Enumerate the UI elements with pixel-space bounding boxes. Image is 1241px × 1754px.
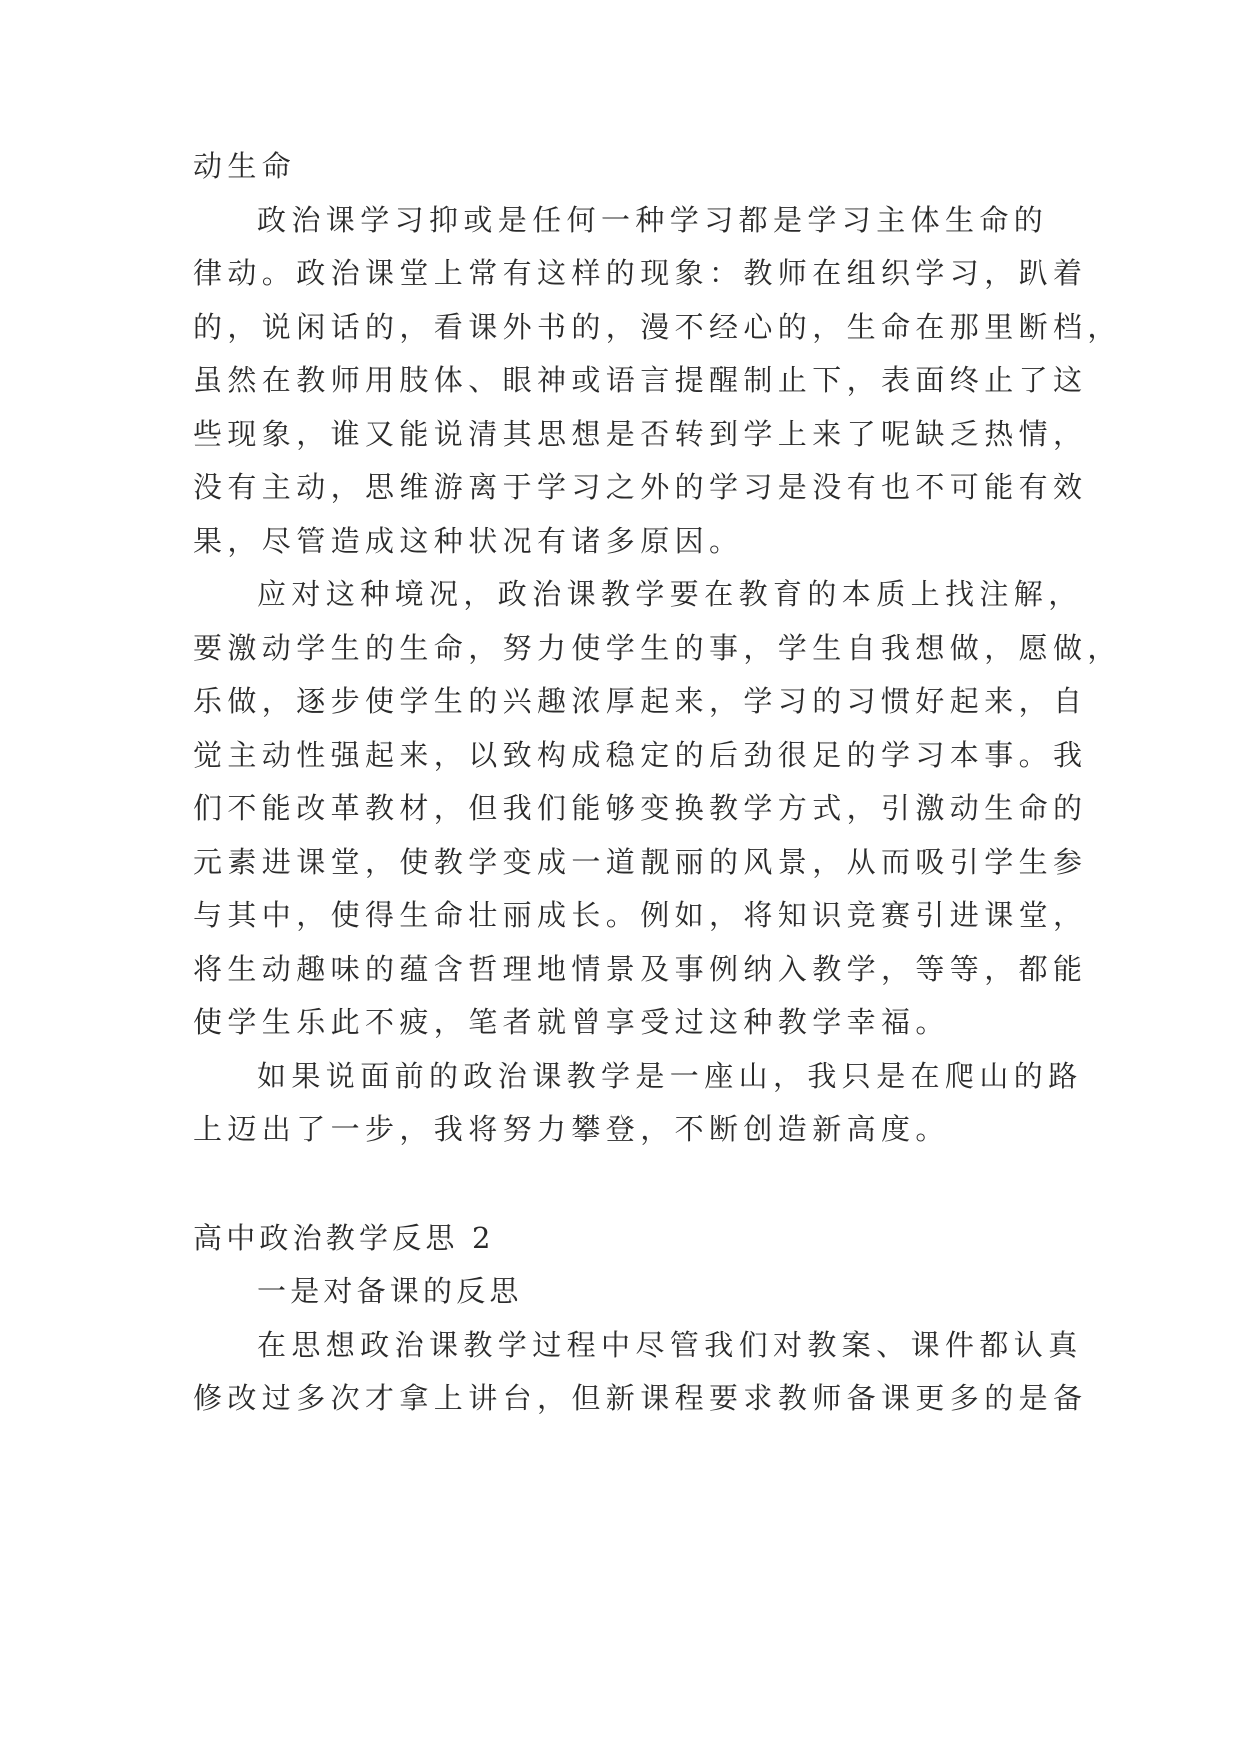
paragraph-line: 修改过多次才拿上讲台，但新课程要求教师备课更多的是备 bbox=[193, 1381, 1088, 1415]
paragraph-line: 觉主动性强起来，以致构成稳定的后劲很足的学习本事。我 bbox=[193, 738, 1088, 772]
section-heading: 高中政治教学反思 2 bbox=[193, 1221, 495, 1255]
paragraph-line: 乐做，逐步使学生的兴趣浓厚起来，学习的习惯好起来，自 bbox=[193, 684, 1088, 718]
paragraph-line: 使学生乐此不疲，笔者就曾享受过这种教学幸福。 bbox=[193, 1005, 950, 1039]
paragraph-line: 元素进课堂，使教学变成一道靓丽的风景，从而吸引学生参 bbox=[193, 845, 1088, 879]
paragraph-line: 些现象，谁又能说清其思想是否转到学上来了呢缺乏热情， bbox=[193, 417, 1088, 451]
paragraph-line: 动生命 bbox=[193, 149, 297, 183]
paragraph-line: 要激动学生的生命，努力使学生的事，学生自我想做，愿做， bbox=[193, 631, 1122, 665]
paragraph-line: 果，尽管造成这种状况有诸多原因。 bbox=[193, 524, 744, 558]
paragraph-line: 政治课学习抑或是任何一种学习都是学习主体生命的 bbox=[257, 203, 1049, 237]
subsection-heading: 一是对备课的反思 bbox=[257, 1274, 523, 1308]
paragraph-line: 上迈出了一步，我将努力攀登，不断创造新高度。 bbox=[193, 1112, 950, 1146]
paragraph-line: 的，说闲话的，看课外书的，漫不经心的，生命在那里断档， bbox=[193, 310, 1122, 344]
paragraph-line: 在思想政治课教学过程中尽管我们对教案、课件都认真 bbox=[257, 1328, 1083, 1362]
paragraph-line: 律动。政治课堂上常有这样的现象：教师在组织学习，趴着 bbox=[193, 256, 1088, 290]
paragraph-line: 将生动趣味的蕴含哲理地情景及事例纳入教学，等等，都能 bbox=[193, 952, 1088, 986]
paragraph-line: 们不能改革教材，但我们能够变换教学方式，引激动生命的 bbox=[193, 791, 1088, 825]
paragraph-line: 与其中，使得生命壮丽成长。例如，将知识竞赛引进课堂， bbox=[193, 898, 1088, 932]
paragraph-line: 如果说面前的政治课教学是一座山，我只是在爬山的路 bbox=[257, 1059, 1083, 1093]
paragraph-line: 没有主动，思维游离于学习之外的学习是没有也不可能有效 bbox=[193, 470, 1088, 504]
paragraph-line: 虽然在教师用肢体、眼神或语言提醒制止下，表面终止了这 bbox=[193, 363, 1088, 397]
paragraph-line: 应对这种境况，政治课教学要在教育的本质上找注解， bbox=[257, 577, 1083, 611]
